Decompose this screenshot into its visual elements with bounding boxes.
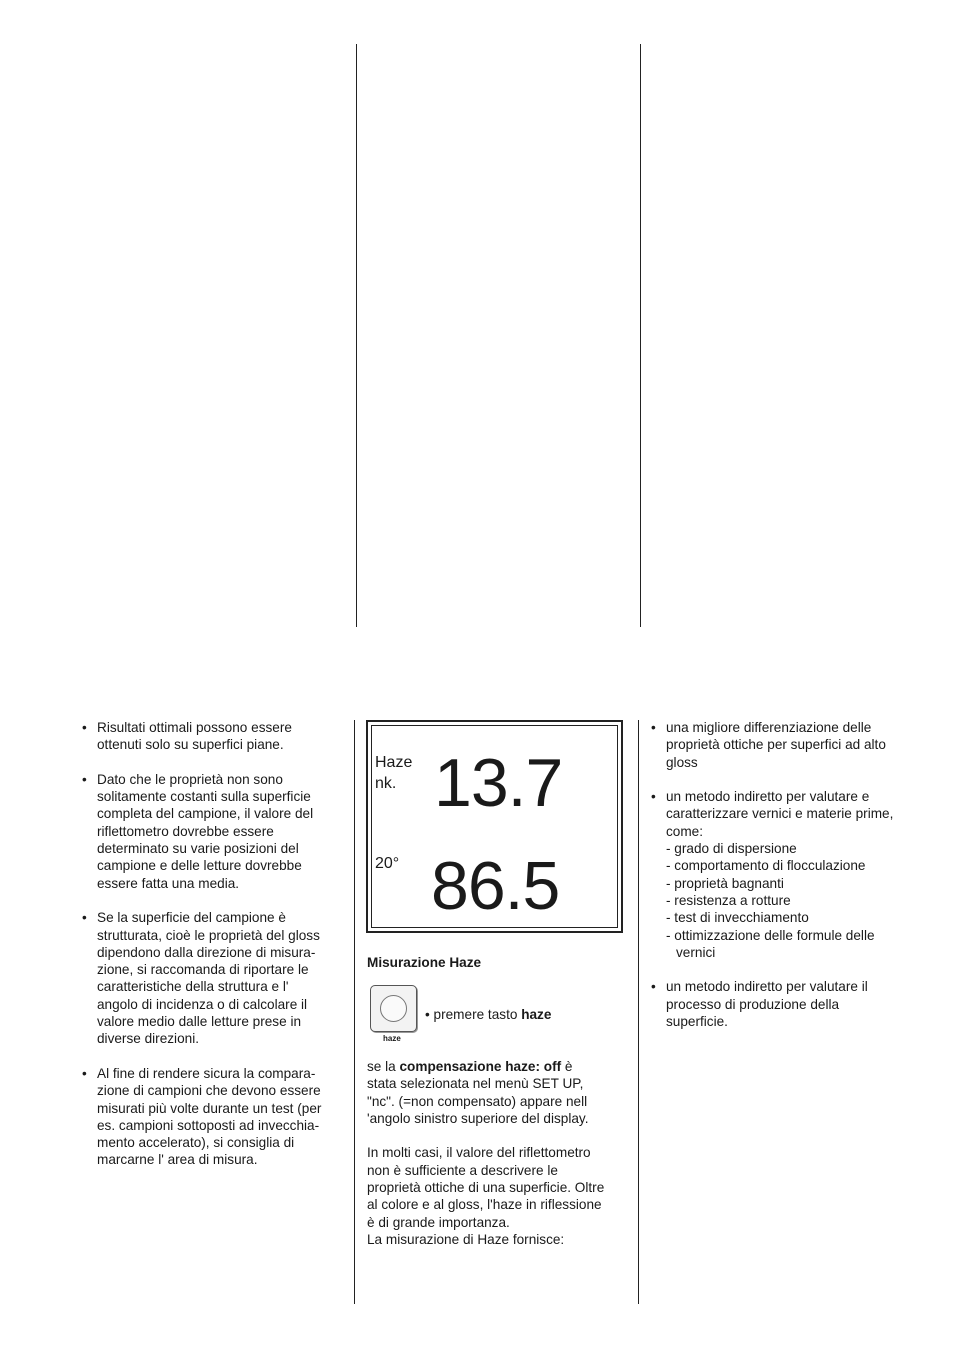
- bullet-indirect-method-process: [651, 978, 921, 1030]
- text-line: mento accelerato), si consiglia di: [97, 1135, 295, 1151]
- display-mode-label: Haze: [375, 754, 413, 771]
- text-line: Se la superficie del campione è: [97, 910, 286, 926]
- text-fragment: se la: [367, 1059, 400, 1074]
- text-line: determinato su varie posizioni del: [97, 841, 299, 857]
- text-line: solitamente costanti sulla superficie: [97, 789, 311, 805]
- column-divider-bottom-right: [638, 720, 639, 1304]
- text-line: al colore e al gloss, l'haze in riflessione: [367, 1197, 602, 1213]
- text-line: un metodo indiretto per valutare e: [666, 789, 870, 805]
- text-line: una migliore differenziazione delle: [666, 720, 872, 735]
- key-instruction: [425, 1007, 551, 1022]
- display-screen: [371, 725, 618, 928]
- text-line: un metodo indiretto per valutare il: [666, 979, 868, 995]
- instruction-key-name: haze: [521, 1007, 552, 1022]
- display-haze-value: 13.7: [434, 745, 563, 821]
- text-line: caratterizzare vernici e materie prime,: [666, 806, 894, 822]
- bullet-mark-area: [82, 1065, 347, 1169]
- text-line: campione e delle letture dovrebbe: [97, 858, 302, 874]
- text-line: La misurazione di Haze fornisce:: [367, 1231, 565, 1247]
- bullet-flat-surfaces: [82, 719, 347, 754]
- sub-item: - comportamento di flocculazione: [666, 858, 866, 874]
- text-line: ottenuti solo su superfici piane.: [97, 737, 284, 753]
- section-heading: Misurazione Haze: [367, 955, 482, 970]
- display-compensation-label: nk.: [375, 775, 397, 792]
- text-line: superficie.: [666, 1014, 728, 1030]
- text-line: dipendono dalla direzione di misura-: [97, 944, 316, 960]
- text-line: stata selezionata nel menù SET UP,: [367, 1076, 584, 1092]
- right-column: [651, 719, 921, 1030]
- text-line: es. campioni sottoposti ad invecchia-: [97, 1117, 320, 1133]
- bullet-indirect-method-paints: [651, 788, 921, 961]
- text-fragment: è: [561, 1059, 573, 1074]
- text-line: misurati più volte durante un test (per: [97, 1100, 322, 1116]
- text-line: angolo di incidenza o di calcolare il: [97, 996, 308, 1012]
- bullet-structured-surface: [82, 909, 347, 1047]
- text-line: zione di campioni che devono essere: [97, 1083, 321, 1099]
- text-line: essere fatta una media.: [97, 875, 240, 891]
- text-line: 'angolo sinistro superiore del display.: [367, 1110, 589, 1126]
- text-line: Al fine di rendere sicura la compara-: [97, 1065, 316, 1081]
- instrument-display: [366, 720, 623, 933]
- text-line: diverse direzioni.: [97, 1031, 199, 1047]
- text-line: marcarne l' area di misura.: [97, 1152, 258, 1168]
- haze-key-label: haze: [383, 1034, 401, 1043]
- sub-item: - grado di dispersione: [666, 841, 797, 857]
- text-line: non è sufficiente a descrivere le: [367, 1162, 558, 1178]
- text-line: caratteristiche della struttura e l': [97, 979, 289, 995]
- paragraph-compensation: [367, 1058, 632, 1127]
- text-line: In molti casi, il valore del riflettometro: [367, 1145, 591, 1161]
- column-divider-bottom-left: [354, 720, 355, 1304]
- text-line: strutturata, cioè le proprietà del gloss: [97, 927, 320, 943]
- column-divider-top-left: [356, 44, 357, 627]
- text-line: Dato che le proprietà non sono: [97, 771, 283, 787]
- text-line: processo di produzione della: [666, 996, 840, 1012]
- key-ring-icon: [380, 995, 407, 1022]
- display-gloss-value: 86.5: [431, 848, 560, 924]
- text-line: come:: [666, 823, 704, 839]
- sub-item: - proprietà bagnanti: [666, 875, 784, 891]
- text-line: gloss: [666, 754, 698, 770]
- haze-key-icon: [370, 985, 417, 1032]
- setting-name: compensazione haze: off: [399, 1059, 562, 1074]
- text-line: Risultati ottimali possono essere: [97, 720, 292, 735]
- text-line: "nc". (=non compensato) appare nell: [367, 1093, 588, 1109]
- sub-item-continuation: vernici: [676, 944, 716, 960]
- bullet-differentiation: [651, 719, 921, 771]
- text-line: proprietà ottiche di una superficie. Oltre: [367, 1180, 605, 1196]
- sub-item: - resistenza a rotture: [666, 892, 791, 908]
- bullet-average-readings: [82, 771, 347, 892]
- sub-item: - test di invecchiamento: [666, 910, 809, 926]
- text-line: è di grande importanza.: [367, 1214, 510, 1230]
- middle-column-text: [367, 1058, 632, 1248]
- left-column: [82, 719, 347, 1169]
- text-line: completa del campione, il valore del: [97, 806, 314, 822]
- text-line: riflettometro dovrebbe essere: [97, 823, 274, 839]
- text-line: proprietà ottiche per superfici ad alto: [666, 737, 886, 753]
- paragraph-haze-intro: [367, 1144, 632, 1248]
- instruction-prefix: • premere tasto: [425, 1007, 522, 1022]
- text-line: valore medio dalle letture prese in: [97, 1014, 302, 1030]
- display-angle-label: 20°: [375, 855, 400, 872]
- text-line: zione, si raccomanda di riportare le: [97, 962, 309, 978]
- column-divider-top-right: [640, 44, 641, 627]
- sub-item: - ottimizzazione delle formule delle: [666, 927, 875, 943]
